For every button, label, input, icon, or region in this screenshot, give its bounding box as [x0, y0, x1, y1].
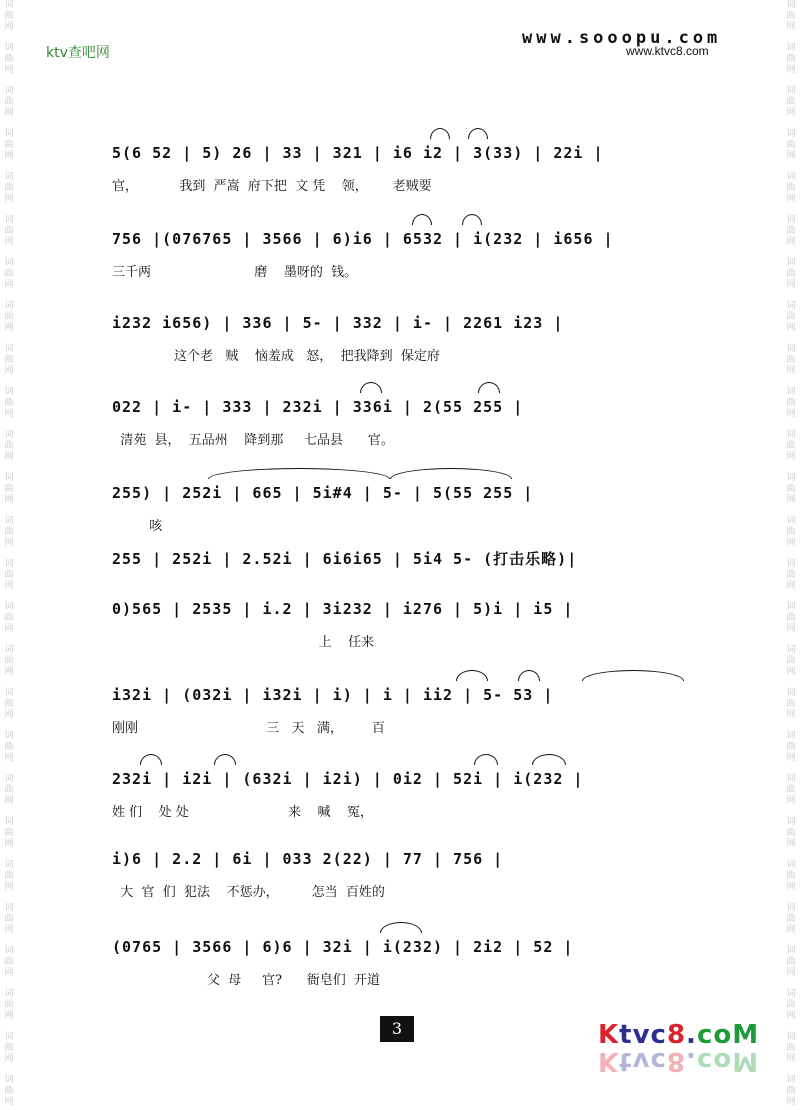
left-watermark-strip [2, 0, 16, 1110]
notation-line: 255 | 252i | 2.52i | 6i6i65 | 5i4 5- (打击乐略)| [112, 550, 578, 568]
lyric-line: 大 官 们 犯法 不惩办， 怎当 百姓的 [112, 885, 385, 900]
notation-line: 232i | i2i | (632i | i2i) | 0i2 | 52i | i(232 | [112, 770, 584, 788]
notation-line: i32i | (032i | i32i | i) | i | ii2 | 5- 53 | [112, 686, 554, 704]
lyric-line: 这个老 贼 恼羞成 怒， 把我降到 保定府 [112, 349, 440, 364]
notation-line: 255) | 252i | 665 | 5i#4 | 5- | 5(55 255 | [112, 484, 534, 502]
watermark-text: 词 曲 网 [4, 344, 14, 376]
watermark-text: 词 曲 网 [786, 473, 796, 505]
watermark-text: 词 曲 网 [4, 817, 14, 849]
watermark-text: 词 曲 网 [4, 645, 14, 677]
watermark-text: 词 曲 网 [4, 688, 14, 720]
site-url: www.sooopu.com [522, 28, 722, 48]
logo-number: 8 [666, 1020, 687, 1050]
lyric-line: 上 任来 [112, 635, 375, 650]
watermark-text: 词 曲 网 [786, 774, 796, 806]
notation-line: 756 |(076765 | 3566 | 6)i6 | 6532 | i(232 | i656 | [112, 230, 614, 248]
notation-line: i)6 | 2.2 | 6i | 033 2(22) | 77 | 756 | [112, 850, 504, 868]
watermark-text: 词 曲 网 [786, 387, 796, 419]
lyric-line: 姓 们 处 处 来 喊 冤， [112, 805, 374, 820]
site-logo-reflection: Ktvc8.coM [598, 1046, 760, 1076]
watermark-text: 词 曲 网 [786, 258, 796, 290]
slur-mark [532, 754, 566, 765]
lyric-line: 父 母 官? 衙皂们 开道 [112, 973, 380, 988]
watermark-text: 词 曲 网 [786, 860, 796, 892]
watermark-text: 词 曲 网 [786, 903, 796, 935]
site-url-secondary: www.ktvc8.com [626, 44, 709, 58]
logo-letter: K [598, 1020, 620, 1050]
watermark-text: 词 曲 网 [786, 731, 796, 763]
watermark-text: 词 曲 网 [4, 516, 14, 548]
watermark-text: 词 曲 网 [4, 258, 14, 290]
watermark-text: 词 曲 网 [4, 172, 14, 204]
watermark-text: 词 曲 网 [4, 1075, 14, 1107]
slur-mark [412, 214, 432, 225]
watermark-text: 词 曲 网 [4, 430, 14, 462]
watermark-text: 词 曲 网 [786, 817, 796, 849]
watermark-text: 词 曲 网 [4, 602, 14, 634]
right-watermark-strip [784, 0, 798, 1110]
watermark-text: 词 曲 网 [4, 946, 14, 978]
watermark-text: 词 曲 网 [786, 129, 796, 161]
slur-mark [214, 754, 236, 765]
watermark-text: 词 曲 网 [786, 172, 796, 204]
watermark-text: 词 曲 网 [4, 43, 14, 75]
slur-mark [478, 382, 500, 393]
slur-mark [430, 128, 450, 139]
slur-mark [390, 468, 512, 479]
watermark-text: 词 曲 网 [4, 473, 14, 505]
watermark-text: 词 曲 网 [786, 645, 796, 677]
watermark-text: 词 曲 网 [4, 989, 14, 1021]
watermark-text: 词 曲 网 [786, 0, 796, 32]
lyric-line: 清苑 县， 五品州 降到那 七品县 官。 [112, 433, 394, 448]
watermark-text: 词 曲 网 [786, 559, 796, 591]
notation-line: i232 i656) | 336 | 5- | 332 | i- | 2261 i23 | [112, 314, 564, 332]
watermark-text: 词 曲 网 [4, 387, 14, 419]
notation-line: (0765 | 3566 | 6)6 | 32i | i(232) | 2i2 | 52 | [112, 938, 574, 956]
watermark-text: 词 曲 网 [4, 860, 14, 892]
watermark-text: 词 曲 网 [786, 989, 796, 1021]
watermark-text: 词 曲 网 [786, 344, 796, 376]
slur-mark [468, 128, 488, 139]
lyric-line: 官， 我到 严嵩 府下把 文 凭 领， 老贼要 [112, 179, 432, 194]
slur-mark [462, 214, 482, 225]
slur-mark [140, 754, 162, 765]
watermark-text: 词 曲 网 [4, 731, 14, 763]
watermark-text: 词 曲 网 [786, 688, 796, 720]
watermark-text: 词 曲 网 [786, 215, 796, 247]
notation-line: 0)565 | 2535 | i.2 | 3i232 | i276 | 5)i | i5 | [112, 600, 574, 618]
lyric-line: 刚刚 三 天 满， 百 [112, 721, 385, 736]
watermark-text: 词 曲 网 [4, 129, 14, 161]
watermark-text: 词 曲 网 [786, 602, 796, 634]
slur-mark [360, 382, 382, 393]
watermark-text: 词 曲 网 [786, 43, 796, 75]
watermark-text: 词 曲 网 [786, 516, 796, 548]
watermark-text: 词 曲 网 [4, 774, 14, 806]
watermark-text: 词 曲 网 [4, 903, 14, 935]
lyric-line: 咳 [112, 519, 163, 534]
watermark-text: 词 曲 网 [4, 559, 14, 591]
notation-line: 5(6 52 | 5) 26 | 33 | 321 | i6 i2 | 3(33) | 22i | [112, 144, 604, 162]
slur-mark [582, 670, 684, 681]
slur-mark [208, 468, 390, 479]
watermark-text: 词 曲 网 [786, 301, 796, 333]
watermark-text: 词 曲 网 [786, 1075, 796, 1107]
page-number: 3 [380, 1016, 414, 1042]
logo-domain: coM [696, 1020, 760, 1050]
lyric-line: 三千两 磨 墨呀的 钱。 [112, 265, 358, 280]
slur-mark [456, 670, 488, 681]
watermark-text: 词 曲 网 [4, 0, 14, 32]
slur-mark [518, 670, 540, 681]
notation-line: 022 | i- | 333 | 232i | 336i | 2(55 255 | [112, 398, 524, 416]
watermark-text: 词 曲 网 [4, 301, 14, 333]
watermark-text: 词 曲 网 [786, 1032, 796, 1064]
slur-mark [474, 754, 498, 765]
watermark-text: 词 曲 网 [4, 215, 14, 247]
watermark-text: 词 曲 网 [4, 1032, 14, 1064]
logo-dot: . [686, 1020, 697, 1050]
watermark-text: 词 曲 网 [786, 430, 796, 462]
slur-mark [380, 922, 422, 933]
site-label-left: ktv查吧网 [46, 45, 110, 61]
watermark-text: 词 曲 网 [786, 86, 796, 118]
watermark-text: 词 曲 网 [4, 86, 14, 118]
logo-text: tvc [619, 1020, 667, 1050]
watermark-text: 词 曲 网 [786, 946, 796, 978]
